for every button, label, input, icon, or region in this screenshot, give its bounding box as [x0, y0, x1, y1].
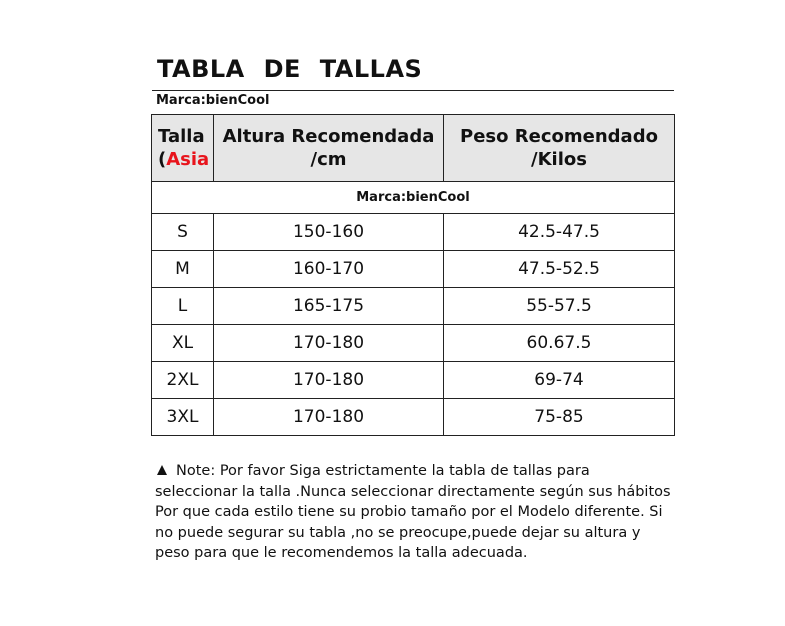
header-peso: [444, 115, 675, 182]
size-note: [155, 461, 675, 564]
cell-talla: 3XL: [152, 399, 214, 436]
note-line: Por que cada estilo tiene su probio tamaño por el Modelo diferente. Si: [155, 504, 663, 520]
table-row: [152, 325, 675, 362]
header-altura: [214, 115, 444, 182]
cell-peso: 47.5-52.5: [444, 251, 675, 288]
cell-peso: 69-74: [444, 362, 675, 399]
cell-altura: 150-160: [214, 214, 444, 251]
cell-peso: 42.5-47.5: [444, 214, 675, 251]
header-talla-paren: (: [158, 149, 167, 170]
cell-talla: 2XL: [152, 362, 214, 399]
table-row: [152, 399, 675, 436]
header-altura-line1: Altura Recomendada: [222, 126, 435, 147]
table-row: [152, 214, 675, 251]
table-row: [152, 362, 675, 399]
note-line: peso para que le recomendemos la talla adecuada.: [155, 545, 528, 561]
cell-altura: 165-175: [214, 288, 444, 325]
cell-altura: 160-170: [214, 251, 444, 288]
header-talla: [152, 115, 214, 182]
header-peso-line2: /Kilos: [531, 149, 587, 170]
title-divider: [152, 90, 674, 91]
note-line: seleccionar la talla .Nunca seleccionar directamente según sus hábitos: [155, 483, 671, 500]
header-talla-label: Talla: [158, 126, 205, 147]
note-line: no puede segurar su tabla ,no se preocupe,puede dejar su altura y: [155, 524, 641, 541]
brand-label: Marca:bienCool: [156, 93, 270, 108]
table-row: [152, 251, 675, 288]
cell-talla: M: [152, 251, 214, 288]
header-talla-region: Asia: [166, 149, 210, 170]
cell-altura: 170-180: [214, 325, 444, 362]
brand-row: [152, 182, 675, 214]
cell-peso: 55-57.5: [444, 288, 675, 325]
cell-altura: 170-180: [214, 362, 444, 399]
cell-peso: 60.67.5: [444, 325, 675, 362]
cell-talla: S: [152, 214, 214, 251]
size-chart-table: [151, 114, 675, 436]
cell-talla: L: [152, 288, 214, 325]
header-altura-line2: /cm: [310, 149, 347, 170]
triangle-up-icon: [157, 465, 167, 475]
header-peso-line1: Peso Recomendado: [460, 126, 658, 147]
table-row: [152, 288, 675, 325]
table-header-row: [152, 115, 675, 182]
cell-altura: 170-180: [214, 399, 444, 436]
note-line: [155, 461, 675, 482]
note-line-text: Note: Por favor Siga estrictamente la tabla de tallas para: [176, 463, 590, 479]
cell-talla: XL: [152, 325, 214, 362]
cell-peso: 75-85: [444, 399, 675, 436]
brand-row-label: Marca:bienCool: [152, 182, 675, 214]
page-title: TABLA DE TALLAS: [157, 55, 423, 83]
